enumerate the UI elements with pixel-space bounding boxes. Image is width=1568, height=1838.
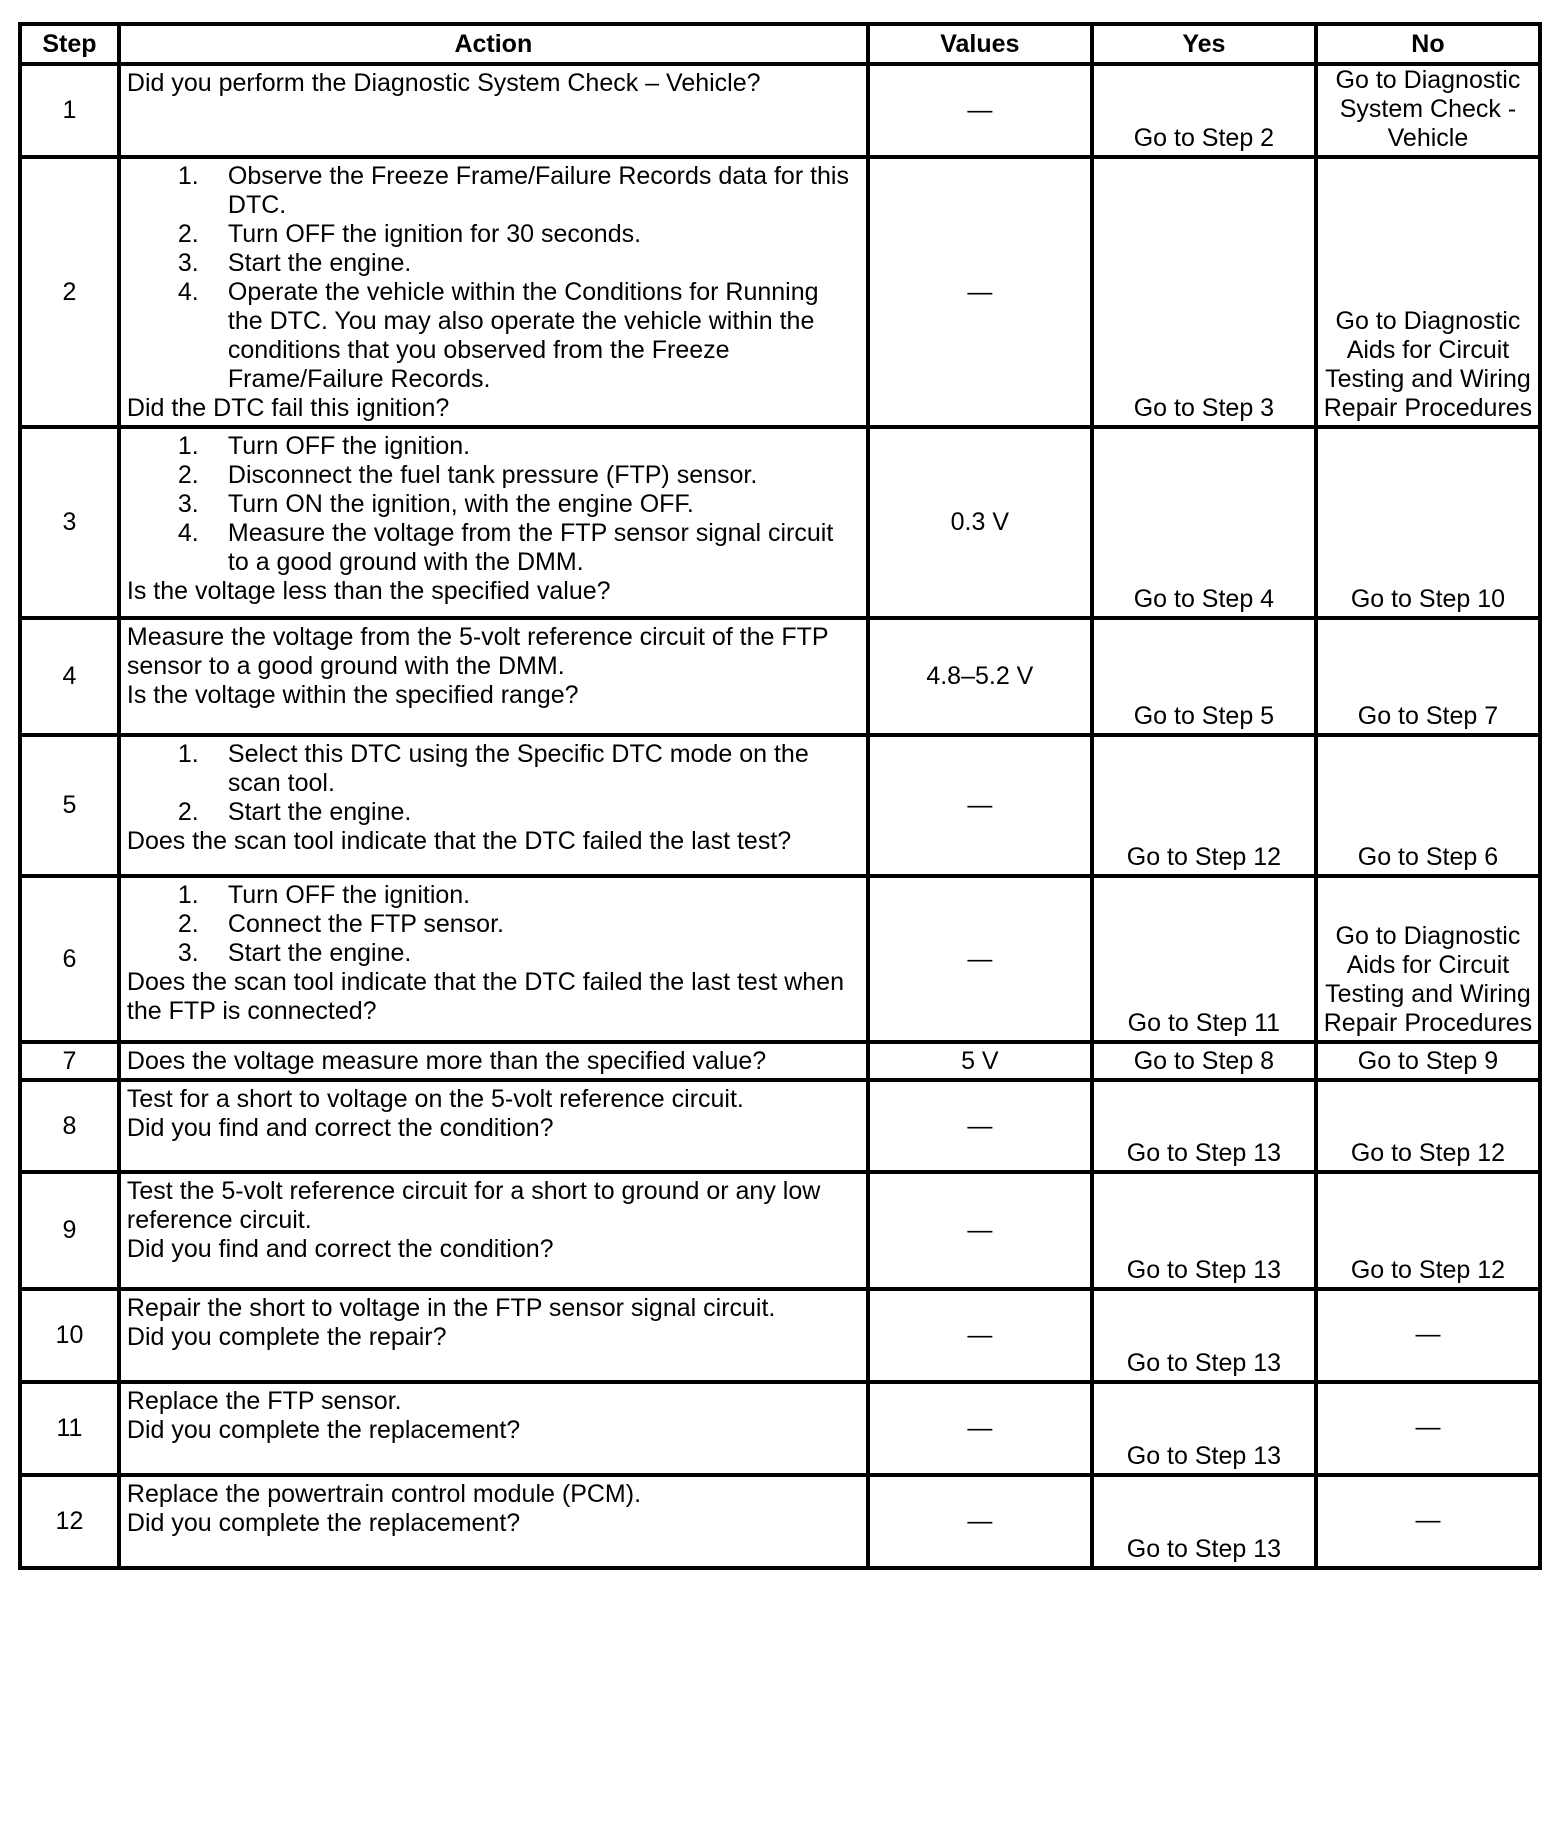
list-item-number: 2. <box>177 461 199 489</box>
action-instruction: Measure the voltage from the 5-volt reference circuit of the FTP sensor to a good ground with the DMM. <box>126 623 829 680</box>
list-item-text: Operate the vehicle within the Conditions for Running the DTC. You may also operate the vehicle within the conditions that you observed from the Freeze Frame/Failure Records. <box>227 278 819 393</box>
yes-cell: Go to Step 5 <box>1092 618 1316 735</box>
action-instruction: Does the voltage measure more than the specified value? <box>126 1047 767 1075</box>
list-item-text: Connect the FTP sensor. <box>227 910 504 938</box>
list-item <box>177 249 860 278</box>
no-cell: — <box>1316 1382 1540 1475</box>
table-row <box>20 157 1540 427</box>
action-question: Did you complete the replacement? <box>126 1509 521 1537</box>
yes-cell: Go to Step 11 <box>1092 876 1316 1042</box>
action-content <box>127 1480 860 1538</box>
no-cell: Go to Diagnostic Aids for Circuit Testing and Wiring Repair Procedures <box>1316 876 1540 1042</box>
list-item-text: Observe the Freeze Frame/Failure Records data for this DTC. <box>227 162 849 219</box>
list-item-text: Start the engine. <box>227 798 412 826</box>
action-content <box>127 1177 860 1264</box>
table-row <box>20 1382 1540 1475</box>
step-number: 4 <box>20 618 119 735</box>
action-cell <box>119 1475 868 1568</box>
step-number: 11 <box>20 1382 119 1475</box>
list-item <box>177 461 860 490</box>
table-row <box>20 876 1540 1042</box>
header-no: No <box>1316 24 1540 64</box>
list-item <box>177 798 860 827</box>
no-cell: Go to Step 7 <box>1316 618 1540 735</box>
list-item-number: 4. <box>177 519 199 547</box>
list-item <box>177 939 860 968</box>
table-row <box>20 735 1540 876</box>
yes-cell: Go to Step 2 <box>1092 64 1316 157</box>
no-cell: — <box>1316 1475 1540 1568</box>
action-steps-list <box>127 432 860 577</box>
no-cell: Go to Step 9 <box>1316 1042 1540 1080</box>
action-cell <box>119 1042 868 1080</box>
list-item-text: Measure the voltage from the FTP sensor signal circuit to a good ground with the DMM. <box>227 519 834 576</box>
table-row <box>20 1289 1540 1382</box>
list-item <box>177 220 860 249</box>
yes-cell: Go to Step 13 <box>1092 1289 1316 1382</box>
values-cell: — <box>868 1172 1092 1289</box>
table-row <box>20 618 1540 735</box>
yes-cell: Go to Step 12 <box>1092 735 1316 876</box>
action-steps-list <box>127 162 860 394</box>
action-content <box>127 623 860 710</box>
action-instruction: Replace the FTP sensor. <box>126 1387 402 1415</box>
step-number: 6 <box>20 876 119 1042</box>
table-body <box>20 64 1540 1568</box>
action-cell <box>119 735 868 876</box>
step-number: 5 <box>20 735 119 876</box>
action-cell <box>119 876 868 1042</box>
action-content <box>127 1294 860 1352</box>
list-item-number: 3. <box>177 490 199 518</box>
values-cell: — <box>868 64 1092 157</box>
table-row <box>20 1475 1540 1568</box>
action-content <box>127 1085 860 1143</box>
step-number: 8 <box>20 1080 119 1172</box>
values-cell: — <box>868 735 1092 876</box>
action-cell <box>119 1382 868 1475</box>
list-item-number: 1. <box>177 432 199 460</box>
action-question: Does the scan tool indicate that the DTC failed the last test when the FTP is connected? <box>126 968 844 1025</box>
values-cell: — <box>868 1289 1092 1382</box>
action-instruction: Replace the powertrain control module (PCM). <box>126 1480 642 1508</box>
action-question: Did you complete the repair? <box>126 1323 447 1351</box>
list-item <box>177 881 860 910</box>
table-row <box>20 427 1540 618</box>
action-cell <box>119 1289 868 1382</box>
action-question: Is the voltage within the specified range? <box>126 681 579 709</box>
values-cell: 5 V <box>868 1042 1092 1080</box>
list-item <box>177 432 860 461</box>
yes-cell: Go to Step 13 <box>1092 1080 1316 1172</box>
action-cell <box>119 1172 868 1289</box>
step-number: 10 <box>20 1289 119 1382</box>
table-row <box>20 1172 1540 1289</box>
header-row <box>20 24 1540 64</box>
action-instruction: Repair the short to voltage in the FTP sensor signal circuit. <box>126 1294 776 1322</box>
no-cell: Go to Diagnostic Aids for Circuit Testing and Wiring Repair Procedures <box>1316 157 1540 427</box>
action-content <box>127 162 860 423</box>
action-content <box>127 881 860 1026</box>
action-cell <box>119 64 868 157</box>
header-yes: Yes <box>1092 24 1316 64</box>
action-instruction: Did you perform the Diagnostic System Check – Vehicle? <box>126 69 761 97</box>
action-question: Did the DTC fail this ignition? <box>126 394 450 422</box>
header-action: Action <box>119 24 868 64</box>
list-item-text: Turn ON the ignition, with the engine OFF. <box>227 490 694 518</box>
list-item-number: 1. <box>177 881 199 909</box>
list-item-text: Select this DTC using the Specific DTC mode on the scan tool. <box>227 740 809 797</box>
no-cell: Go to Step 6 <box>1316 735 1540 876</box>
no-cell: — <box>1316 1289 1540 1382</box>
action-question: Does the scan tool indicate that the DTC failed the last test? <box>126 827 792 855</box>
action-question: Did you find and correct the condition? <box>126 1235 554 1263</box>
header-step: Step <box>20 24 119 64</box>
action-steps-list <box>127 881 860 968</box>
values-cell: — <box>868 1475 1092 1568</box>
action-question: Did you complete the replacement? <box>126 1416 521 1444</box>
list-item-number: 1. <box>177 740 199 768</box>
step-number: 3 <box>20 427 119 618</box>
action-cell <box>119 618 868 735</box>
action-cell <box>119 157 868 427</box>
list-item-number: 2. <box>177 798 199 826</box>
list-item <box>177 162 860 220</box>
list-item-text: Start the engine. <box>227 249 412 277</box>
values-cell: 4.8–5.2 V <box>868 618 1092 735</box>
step-number: 9 <box>20 1172 119 1289</box>
action-question: Is the voltage less than the specified value? <box>126 577 611 605</box>
no-cell: Go to Step 12 <box>1316 1172 1540 1289</box>
values-cell: — <box>868 1080 1092 1172</box>
action-cell <box>119 427 868 618</box>
yes-cell: Go to Step 13 <box>1092 1382 1316 1475</box>
action-content <box>127 432 860 606</box>
action-instruction: Test for a short to voltage on the 5-volt reference circuit. <box>126 1085 744 1113</box>
values-cell: — <box>868 1382 1092 1475</box>
table-row <box>20 64 1540 157</box>
list-item <box>177 278 860 394</box>
no-cell: Go to Step 10 <box>1316 427 1540 618</box>
list-item-number: 3. <box>177 939 199 967</box>
step-number: 2 <box>20 157 119 427</box>
list-item-text: Turn OFF the ignition. <box>227 881 471 909</box>
list-item-number: 1. <box>177 162 199 190</box>
list-item-number: 2. <box>177 910 199 938</box>
list-item <box>177 519 860 577</box>
diagnostic-table-grid <box>18 22 1542 1570</box>
list-item-text: Turn OFF the ignition. <box>227 432 471 460</box>
action-question: Did you find and correct the condition? <box>126 1114 554 1142</box>
yes-cell: Go to Step 13 <box>1092 1475 1316 1568</box>
step-number: 7 <box>20 1042 119 1080</box>
list-item <box>177 490 860 519</box>
table-row <box>20 1080 1540 1172</box>
list-item <box>177 910 860 939</box>
list-item-number: 3. <box>177 249 199 277</box>
yes-cell: Go to Step 3 <box>1092 157 1316 427</box>
list-item-text: Disconnect the fuel tank pressure (FTP) sensor. <box>227 461 758 489</box>
values-cell: 0.3 V <box>868 427 1092 618</box>
list-item-number: 4. <box>177 278 199 306</box>
yes-cell: Go to Step 4 <box>1092 427 1316 618</box>
step-number: 12 <box>20 1475 119 1568</box>
yes-cell: Go to Step 8 <box>1092 1042 1316 1080</box>
values-cell: — <box>868 876 1092 1042</box>
no-cell: Go to Step 12 <box>1316 1080 1540 1172</box>
list-item <box>177 740 860 798</box>
list-item-text: Turn OFF the ignition for 30 seconds. <box>227 220 642 248</box>
action-content <box>127 1387 860 1445</box>
action-content <box>127 1047 860 1076</box>
yes-cell: Go to Step 13 <box>1092 1172 1316 1289</box>
values-cell: — <box>868 157 1092 427</box>
diagnostic-table <box>18 22 1542 1832</box>
step-number: 1 <box>20 64 119 157</box>
action-instruction: Test the 5-volt reference circuit for a short to ground or any low reference circuit. <box>126 1177 821 1234</box>
action-content <box>127 740 860 856</box>
action-cell <box>119 1080 868 1172</box>
header-values: Values <box>868 24 1092 64</box>
list-item-text: Start the engine. <box>227 939 412 967</box>
table-row <box>20 1042 1540 1080</box>
no-cell: Go to Diagnostic System Check - Vehicle <box>1316 64 1540 157</box>
action-steps-list <box>127 740 860 827</box>
action-content <box>127 69 860 98</box>
list-item-number: 2. <box>177 220 199 248</box>
